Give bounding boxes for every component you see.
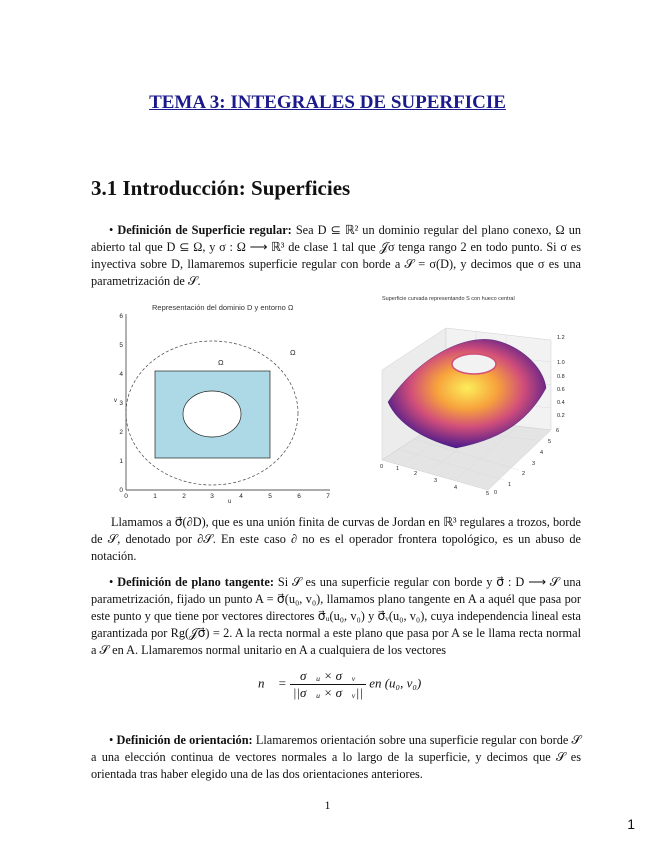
x3d-tick: 0 — [380, 464, 384, 470]
z-tick: 1.0 — [557, 360, 565, 366]
formula-fraction — [290, 668, 366, 701]
x-tick: 4 — [239, 493, 243, 500]
x3d-tick: 3 — [434, 478, 438, 484]
page-title: TEMA 3: INTEGRALES DE SUPERFICIE — [149, 92, 506, 113]
def-superficie-text: Sea D ⊆ ℝ² un dominio regular del plano conexo, Ω un abierto tal que D ⊆ Ω, y σ : Ω ⟶ ℝ³ de clase 1 tal que 𝒥σ tenga rango 2 en todo punto. Si σ es inyectiva sobre D, llamaremos superficie regular con borde a 𝒮 = σ(D), y decimos que σ es una parametrización de 𝒮. — [91, 223, 581, 288]
viewer-page-indicator: 1 — [627, 816, 635, 832]
paragraph-borde — [91, 514, 581, 565]
def-orientacion-heading: Definición de orientación: — [116, 733, 253, 747]
y3d-tick: 3 — [532, 461, 536, 467]
def-plano-text: Si 𝒮 es una superficie regular con borde y σ⃗ : D ⟶ 𝒮 una parametrización, fijado un punto A = σ⃗(u₀, v₀), llamamos plano tangente en A a aquél que pasa por este punto y que tiene por vectores directores σ⃗ᵤ(u₀, v₀) y σ⃗ᵥ(u₀, v₀), cuya independencia lineal esta garantizada por Rg(𝒥σ⃗) = 2. A la recta normal a este plano que pasa por A se le llama recta normal a 𝒮 en A. Llamaremos normal unitario en A a cualquiera de los vectores — [91, 575, 581, 657]
page-number: 1 — [324, 798, 331, 812]
domain-figure — [112, 298, 337, 503]
y-tick: 0 — [119, 487, 123, 494]
formula-lhs: n⃗ = — [258, 675, 287, 691]
surface-figure — [376, 290, 576, 502]
def-superficie-heading: Definición de Superficie regular: — [117, 223, 292, 237]
z-tick: 0.6 — [557, 387, 565, 393]
omega-label-outer: Ω — [290, 348, 296, 357]
formula-rhs: en (u₀, v₀) — [369, 675, 422, 691]
y3d-tick: 4 — [540, 450, 544, 456]
y-tick: 2 — [119, 429, 123, 436]
x3d-tick: 4 — [454, 485, 458, 491]
z-tick: 0.8 — [557, 374, 565, 380]
x-tick: 5 — [268, 493, 272, 500]
formula-numerator: σ⃗ᵤ × σ⃗ᵥ — [290, 668, 366, 685]
borde-text: Llamamos a σ⃗(∂D), que es una unión finita de curvas de Jordan en ℝ³ regulares a trozos, borde de 𝒮, denotado por ∂𝒮. En este caso ∂ no es el operador frontera topológico, es un abuso de notación. — [91, 515, 581, 563]
formula-denominator: ||σ⃗ᵤ × σ⃗ᵥ|| — [292, 685, 363, 700]
y-tick: 1 — [119, 458, 123, 465]
x-axis-label: u — [228, 499, 232, 503]
bullet: • — [109, 733, 114, 747]
z-tick: 0.2 — [557, 413, 565, 419]
y3d-tick: 5 — [548, 439, 552, 445]
fig-left-title: Representación del dominio D y entorno Ω — [152, 303, 294, 312]
x-tick: 2 — [182, 493, 186, 500]
x3d-tick: 5 — [486, 491, 490, 497]
y-tick: 4 — [119, 371, 123, 378]
x-tick: 0 — [124, 493, 128, 500]
y-ticks — [119, 313, 123, 494]
z-ticks — [557, 335, 565, 419]
omega-label-inner: Ω — [218, 358, 224, 367]
z-tick: 1.2 — [557, 335, 565, 341]
y3d-tick: 6 — [556, 428, 560, 434]
z-tick: 0.4 — [557, 400, 565, 406]
section-heading: 3.1 Introducción: Superficies — [91, 176, 351, 200]
paragraph-def-plano — [91, 574, 581, 659]
y-tick: 3 — [119, 400, 123, 407]
x-tick: 3 — [210, 493, 214, 500]
def-plano-heading: Definición de plano tangente: — [117, 575, 274, 589]
y-axis-label: v — [114, 398, 117, 404]
bullet: • — [109, 575, 114, 589]
x-tick: 7 — [326, 493, 330, 500]
def-orientacion-text: Llamaremos orientación sobre una superficie regular con borde 𝒮 a una elección continua de vectores normales a lo largo de la superficie, y decimos que 𝒮 es orientada tras haber elegido una de las dos orientaciones anteriores. — [91, 733, 582, 781]
paragraph-def-orientacion — [91, 732, 581, 783]
x-tick: 6 — [297, 493, 301, 500]
y3d-tick: 2 — [522, 471, 526, 477]
y3d-tick: 0 — [494, 490, 498, 496]
x3d-tick: 1 — [396, 466, 400, 472]
x3d-tick: 2 — [414, 471, 418, 477]
x-tick: 1 — [153, 493, 157, 500]
bullet: • — [109, 223, 114, 237]
fig-right-title: Superficie curvada representando S con hueco central — [382, 296, 515, 302]
y-tick: 6 — [119, 313, 123, 320]
paragraph-def-superficie — [91, 222, 581, 290]
y3d-tick: 1 — [508, 482, 512, 488]
normal-vector-formula — [258, 668, 421, 701]
surface-hole — [452, 354, 496, 374]
domain-hole — [183, 391, 241, 437]
y-tick: 5 — [119, 342, 123, 349]
